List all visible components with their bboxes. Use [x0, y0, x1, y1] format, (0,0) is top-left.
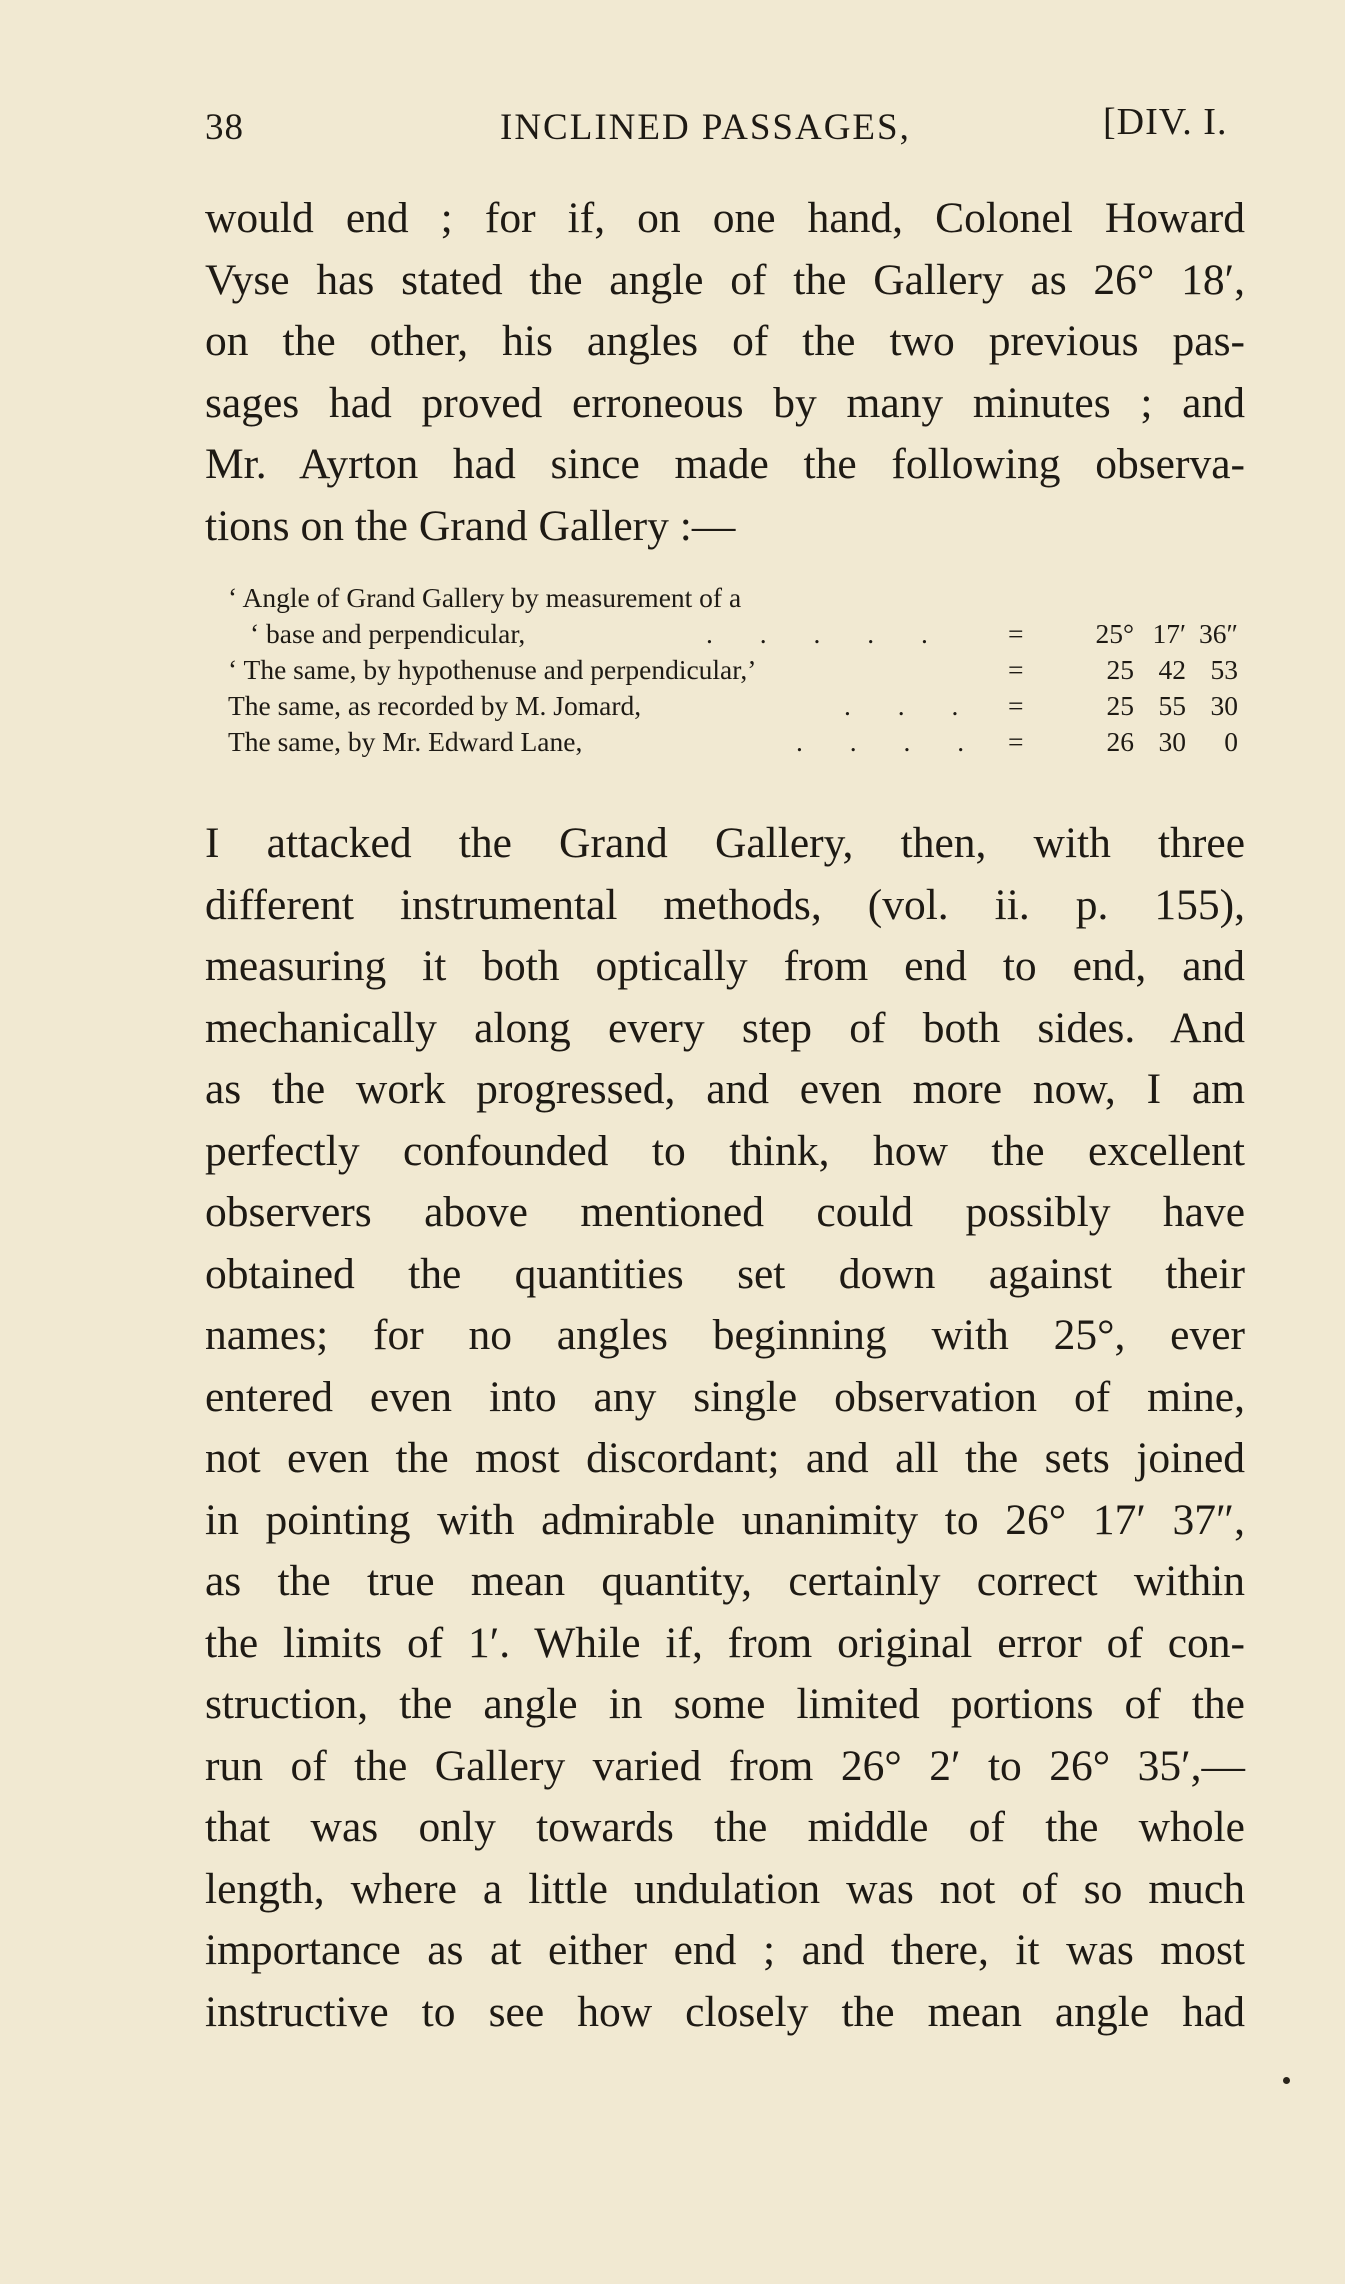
text-line: names; for no angles beginning with 25°, ever — [205, 1311, 1245, 1359]
minutes-value: 17′ — [1152, 618, 1186, 649]
text-line: the limits of 1′. While if, from original error of con- — [205, 1618, 1245, 1667]
minutes-value: 30 — [1158, 726, 1186, 757]
equals-sign: = — [1008, 654, 1024, 685]
page-number: 38 — [205, 107, 244, 148]
running-head — [205, 100, 1245, 160]
seconds-value: 36″ — [1199, 618, 1238, 649]
degrees-value: 25 — [1106, 654, 1134, 685]
text-line: perfectly confounded to think, how the excellent — [205, 1126, 1245, 1175]
leader-dots: . . . . . — [706, 618, 948, 649]
division-label: [DIV. I. — [1103, 101, 1228, 143]
text-line: I attacked the Grand Gallery, then, with three — [205, 819, 1245, 867]
text-line: as the true mean quantity, certainly correct within — [205, 1557, 1245, 1605]
text-line: in pointing with admirable unanimity to 26° 17′ 37″, — [205, 1495, 1245, 1544]
observation-label: ‘ The same, by hypothenuse and perpendicular,’ — [228, 654, 757, 685]
ink-speck — [1283, 2077, 1290, 2084]
text-line: on the other, his angles of the two previous pas- — [205, 317, 1245, 365]
text-line: that was only towards the middle of the whole — [205, 1803, 1245, 1851]
text-line: as the work progressed, and even more now, I am — [205, 1065, 1245, 1113]
observation-row — [228, 580, 1238, 616]
text-line: Vyse has stated the angle of the Gallery as 26° 18′, — [205, 255, 1245, 304]
text-line: tions on the Grand Gallery :— — [205, 501, 736, 550]
text-line: instructive to see how closely the mean angle had — [205, 1987, 1245, 2036]
text-line: measuring it both optically from end to end, and — [205, 942, 1245, 990]
text-line: sages had proved erroneous by many minutes ; and — [205, 378, 1245, 427]
observations-table — [228, 580, 1238, 760]
leader-dots: . . . — [844, 690, 979, 721]
degrees-value: 26 — [1106, 726, 1134, 757]
observation-label: ‘ Angle of Grand Gallery by measurement of a — [228, 582, 742, 613]
text-line: struction, the angle in some limited portions of the — [205, 1680, 1245, 1728]
seconds-value: 30 — [1210, 690, 1238, 721]
equals-sign: = — [1008, 690, 1024, 721]
minutes-value: 42 — [1158, 654, 1186, 685]
observation-label: The same, as recorded by M. Jomard, — [228, 690, 642, 721]
degrees-value: 25° — [1095, 618, 1134, 649]
paragraph-2 — [205, 813, 1245, 2043]
paragraph-1 — [205, 188, 1245, 557]
text-line: not even the most discordant; and all the sets joined — [205, 1434, 1245, 1482]
text-line: entered even into any single observation of mine, — [205, 1372, 1245, 1421]
equals-sign: = — [1008, 726, 1024, 757]
equals-sign: = — [1008, 618, 1024, 649]
seconds-value: 53 — [1210, 654, 1238, 685]
text-line: Mr. Ayrton had since made the following observa- — [205, 440, 1245, 488]
observation-row — [228, 652, 1238, 688]
observation-row — [228, 724, 1238, 760]
text-line: observers above mentioned could possibly have — [205, 1188, 1245, 1236]
degrees-value: 25 — [1106, 690, 1134, 721]
text-line: importance as at either end ; and there, it was most — [205, 1926, 1245, 1974]
observation-row — [228, 616, 1238, 652]
text-line: length, where a little undulation was not of so much — [205, 1864, 1245, 1913]
text-line: run of the Gallery varied from 26° 2′ to 26° 35′,— — [205, 1741, 1245, 1790]
observation-label: ‘ base and perpendicular, — [250, 618, 526, 649]
minutes-value: 55 — [1158, 690, 1186, 721]
chapter-title: INCLINED PASSAGES, — [500, 107, 911, 148]
text-line: different instrumental methods, (vol. ii. p. 155), — [205, 880, 1245, 929]
observation-row — [228, 688, 1238, 724]
observation-label: The same, by Mr. Edward Lane, — [228, 726, 583, 757]
text-line: would end ; for if, on one hand, Colonel Howard — [205, 194, 1245, 242]
text-line: obtained the quantities set down against their — [205, 1249, 1245, 1298]
leader-dots: . . . . — [796, 726, 985, 757]
text-line: mechanically along every step of both sides. And — [205, 1003, 1245, 1052]
seconds-value: 0 — [1224, 726, 1238, 757]
